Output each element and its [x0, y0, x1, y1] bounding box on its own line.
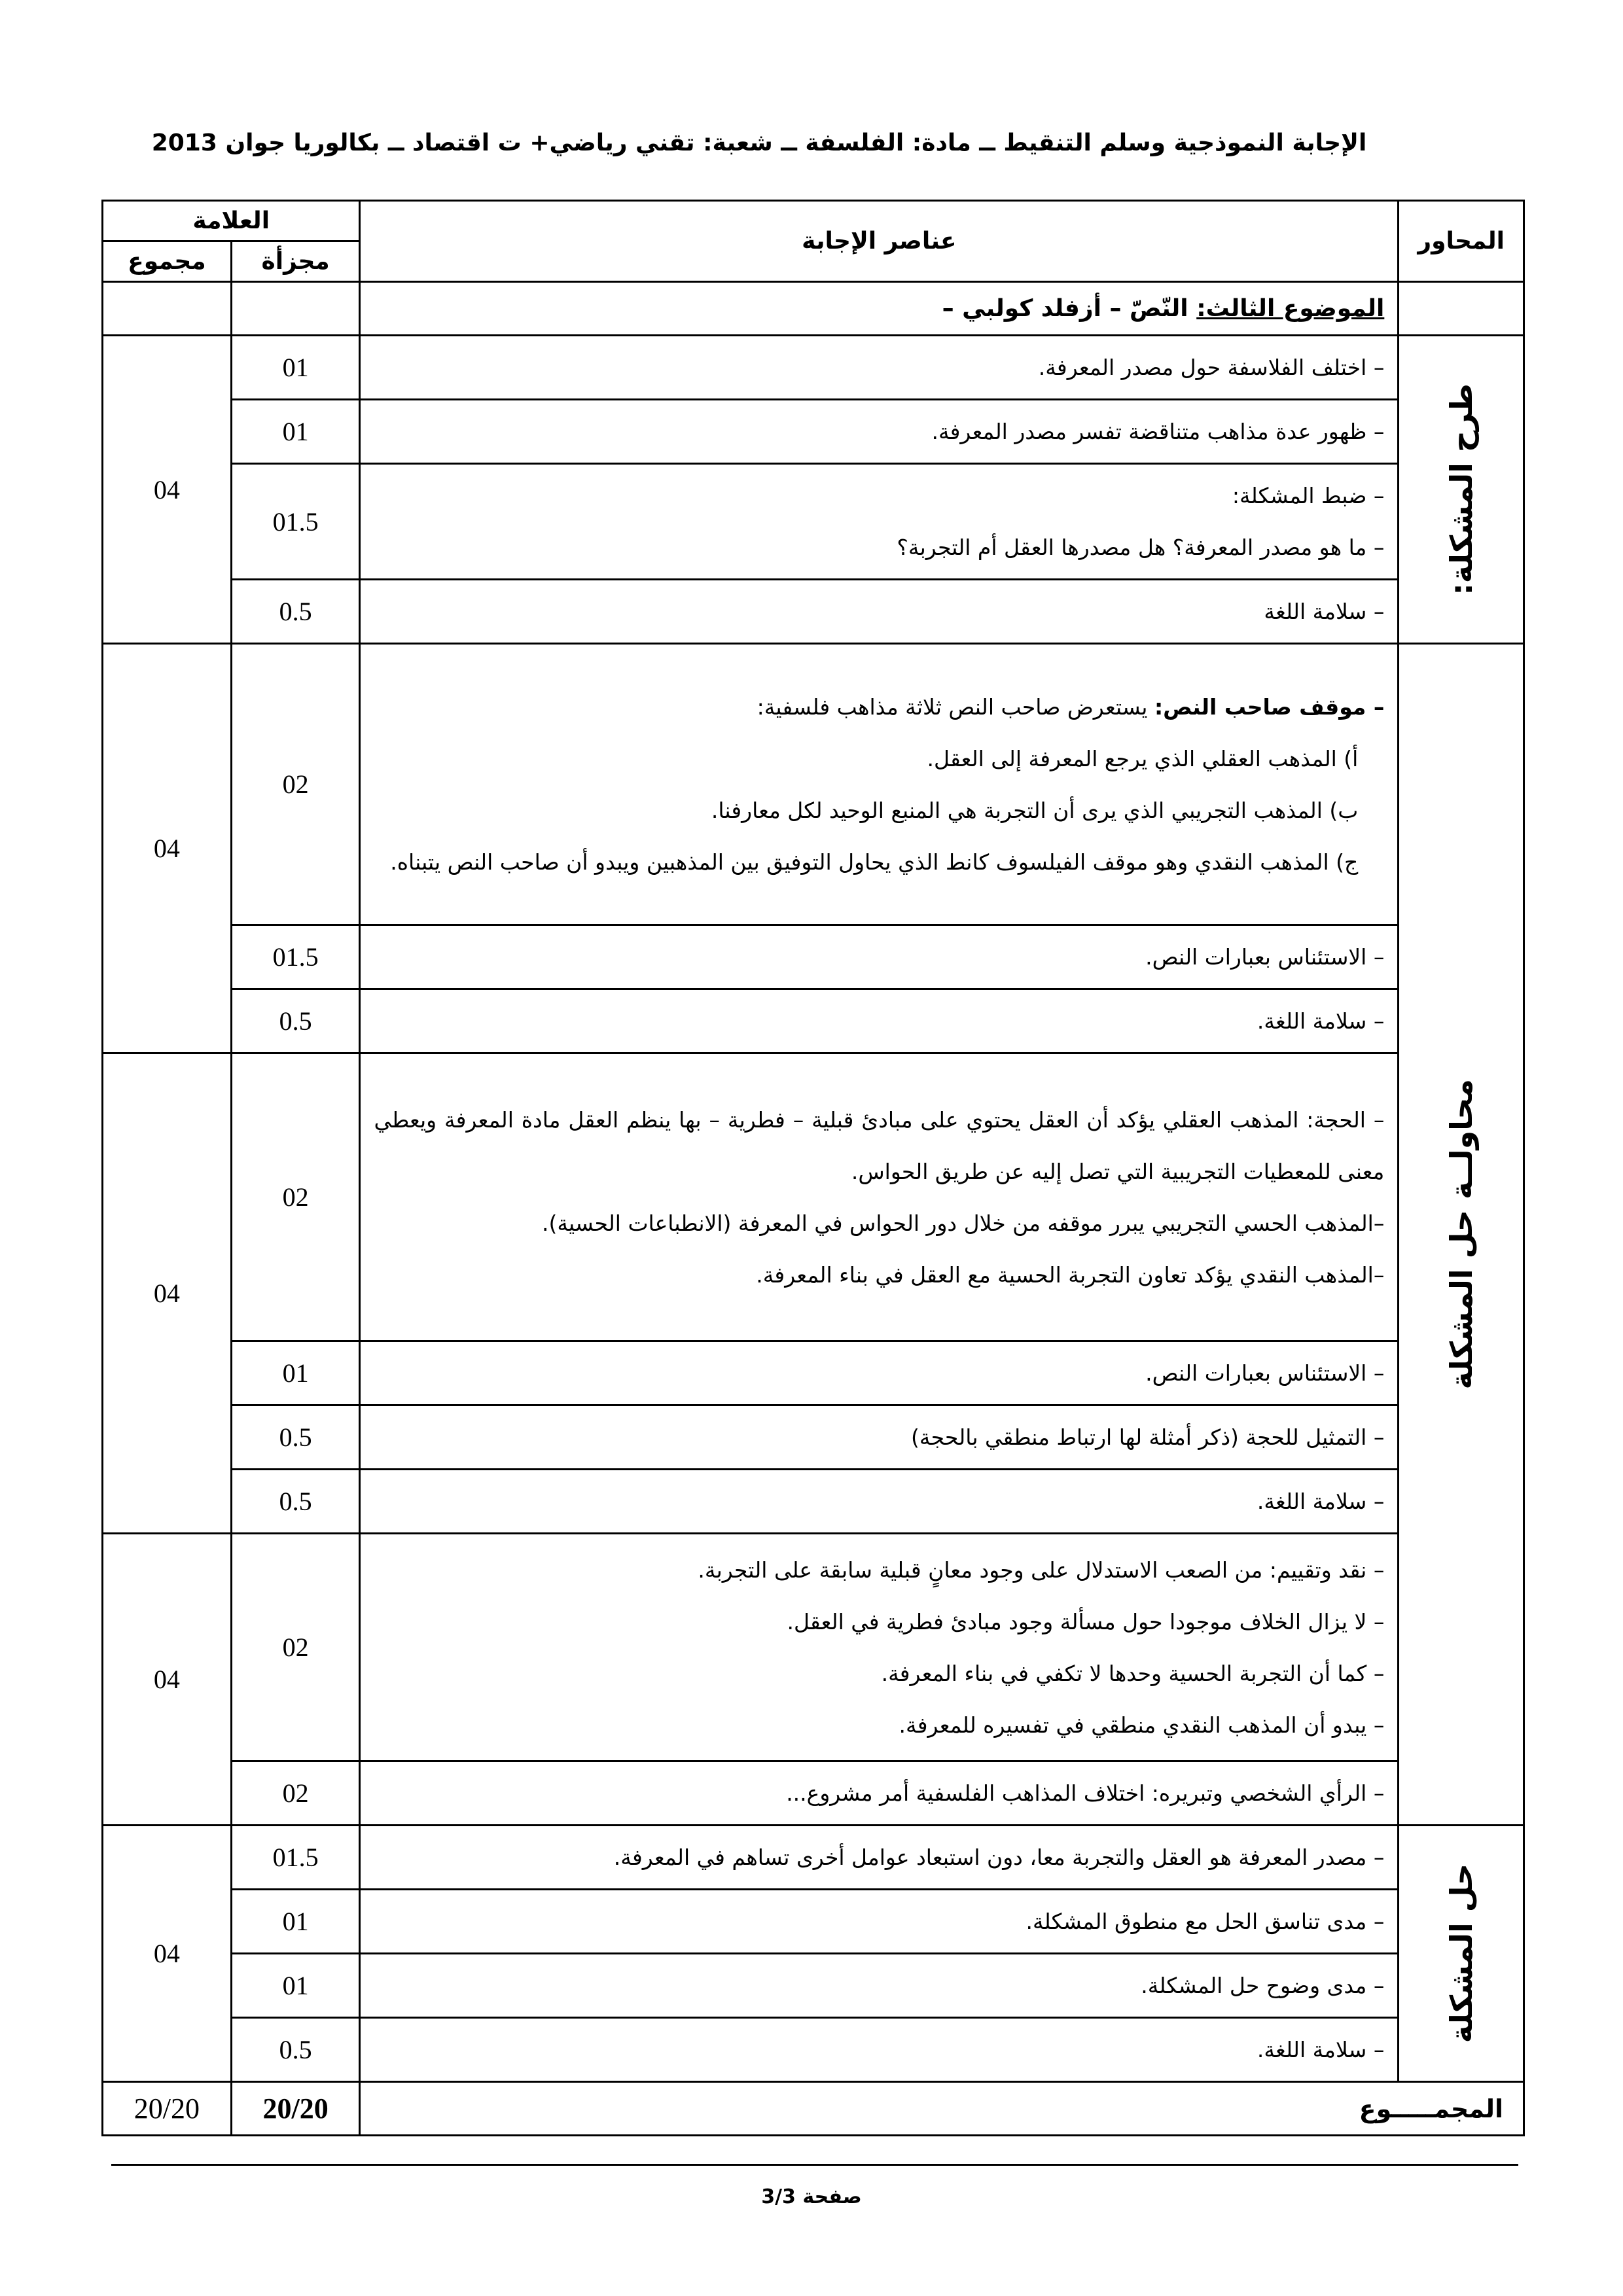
answer-line: – الرأي الشخصي وتبريره: اختلاف المذاهب الفلسفية أمر مشروع...	[786, 1780, 1385, 1806]
answer-cell	[360, 1053, 1399, 1341]
table-row	[103, 1826, 1524, 1890]
header-row-1	[103, 201, 1524, 241]
part-mark: 0.5	[231, 580, 360, 644]
col-header-axes: المحاور	[1399, 201, 1524, 282]
answer-line: – مدى تناسق الحل مع منطوق المشكلة.	[1026, 1909, 1385, 1934]
table-row	[103, 2018, 1524, 2082]
answer-line: – يبدو أن المذهب النقدي منطقي في تفسيره للمعرفة.	[899, 1712, 1385, 1738]
answer-cell	[360, 1405, 1399, 1470]
axis-label: حل المشكلة	[1443, 1863, 1479, 2043]
part-mark: 01	[231, 400, 360, 464]
total-part: 20/20	[231, 2082, 360, 2136]
answer-cell	[360, 644, 1399, 925]
answer-cell	[360, 2018, 1399, 2082]
part-mark: 02	[231, 644, 360, 925]
answer-line: – الاستئناس بعبارات النص.	[1145, 944, 1385, 970]
axis-label: محاولــة حل المشكلة	[1443, 1079, 1479, 1390]
part-mark: 01	[231, 1954, 360, 2018]
table-row	[103, 336, 1524, 400]
answer-line: – مدى وضوح حل المشكلة.	[1141, 1973, 1385, 1998]
grading-table	[101, 200, 1525, 2136]
part-mark: 0.5	[231, 989, 360, 1053]
total-sum: 20/20	[103, 2082, 232, 2136]
part-mark: 0.5	[231, 1405, 360, 1470]
topic-title	[360, 282, 1399, 336]
answer-cell	[360, 1761, 1399, 1826]
answer-cell	[360, 1470, 1399, 1534]
answer-cell	[360, 925, 1399, 989]
table-row	[103, 644, 1524, 925]
answer-line: – سلامة اللغة.	[1257, 2037, 1385, 2062]
col-header-total: مجموع	[103, 241, 232, 282]
answer-line: –المذهب النقدي يؤكد تعاون التجربة الحسية مع العقل في بناء المعرفة.	[756, 1262, 1385, 1288]
total-row	[103, 2082, 1524, 2136]
answer-line: – كما أن التجربة الحسية وحدها لا تكفي في بناء المعرفة.	[881, 1660, 1385, 1686]
part-mark: 01	[231, 1890, 360, 1954]
table-row	[103, 580, 1524, 644]
answer-cell	[360, 989, 1399, 1053]
table-row	[103, 1341, 1524, 1405]
answer-line: – التمثيل للحجة (ذكر أمثلة لها ارتباط منطقي بالحجة)	[911, 1424, 1385, 1450]
answer-line: – سلامة اللغة.	[1257, 1008, 1385, 1034]
part-mark: 01.5	[231, 464, 360, 580]
table-row	[103, 1761, 1524, 1826]
answer-line: –المذهب الحسي التجريبي يبرر موقفه من خلال دور الحواس في المعرفة (الانطباعات الحسية).	[541, 1210, 1385, 1236]
answer-line: أ) المذهب العقلي الذي يرجع المعرفة إلى العقل.	[927, 745, 1359, 771]
topic-part-empty	[231, 282, 360, 336]
table-row	[103, 1470, 1524, 1534]
axis-label: طرح المشكلة:	[1443, 383, 1479, 595]
answer-line: – اختلف الفلاسفة حول مصدر المعرفة.	[1038, 355, 1385, 380]
answer-text: يستعرض صاحب النص ثلاثة مذاهب فلسفية:	[757, 694, 1154, 720]
table-row	[103, 1954, 1524, 2018]
answer-cell	[360, 580, 1399, 644]
table-row	[103, 989, 1524, 1053]
answer-line: – سلامة اللغة	[1264, 599, 1385, 624]
table-row	[103, 925, 1524, 989]
col-header-answer: عناصر الإجابة	[360, 201, 1399, 282]
answer-cell	[360, 1954, 1399, 2018]
part-mark: 0.5	[231, 1470, 360, 1534]
topic-axis-empty	[1399, 282, 1524, 336]
group-total: 04	[103, 644, 232, 1053]
part-mark: 01	[231, 1341, 360, 1405]
answer-cell	[360, 400, 1399, 464]
col-header-marks: العلامة	[103, 201, 360, 241]
part-mark: 0.5	[231, 2018, 360, 2082]
answer-cell	[360, 1890, 1399, 1954]
topic-label: الموضوع الثالث:	[1196, 295, 1385, 322]
answer-line: – مصدر المعرفة هو العقل والتجربة معا، دون استبعاد عوامل أخرى تساهم في المعرفة.	[613, 1845, 1385, 1870]
page-title: الإجابة النموذجية وسلم التنقيط ــ مادة: الفلسفة ــ شعبة: تقني رياضي+ ت اقتصاد ــ بكالوريا جوان 2013	[151, 130, 1367, 156]
answer-cell	[360, 1534, 1399, 1761]
part-mark: 01.5	[231, 925, 360, 989]
answer-line	[374, 681, 1384, 733]
table-row	[103, 1890, 1524, 1954]
group-total: 04	[103, 336, 232, 644]
axis-problem-statement	[1399, 336, 1524, 644]
axis-problem-attempt	[1399, 644, 1524, 1826]
part-mark: 02	[231, 1053, 360, 1341]
footer-divider	[111, 2164, 1518, 2166]
topic-total-empty	[103, 282, 232, 336]
topic-row	[103, 282, 1524, 336]
axis-problem-solution	[1399, 1826, 1524, 2082]
group-total: 04	[103, 1534, 232, 1826]
answer-line: – الاستئناس بعبارات النص.	[1145, 1360, 1385, 1386]
answer-line: ج) المذهب النقدي وهو موقف الفيلسوف كانط الذي يحاول التوفيق بين المذهبين ويبدو أن صاحب النص يتبناه.	[390, 849, 1359, 875]
answer-cell	[360, 336, 1399, 400]
part-mark: 01.5	[231, 1826, 360, 1890]
answer-line: ب) المذهب التجريبي الذي يرى أن التجربة هي المنبع الوحيد لكل معارفنا.	[711, 797, 1359, 823]
answer-line: – ضبط المشكلة:	[1232, 483, 1385, 508]
answer-line: – سلامة اللغة.	[1257, 1489, 1385, 1514]
col-header-part: مجزأة	[231, 241, 360, 282]
answer-line: – نقد وتقييم: من الصعب الاستدلال على وجود معانٍ قبلية سابقة على التجربة.	[698, 1557, 1385, 1583]
table-row	[103, 1534, 1524, 1761]
answer-line: – الحجة: المذهب العقلي يؤكد أن العقل يحتوي على مبادئ قبلية – فطرية – بها ينظم العقل مادة المعرفة ويعطي معنى للمعطيات التجريبية التي تصل إليه عن طريق الحواس.	[374, 1106, 1385, 1184]
answer-line: – ما هو مصدر المعرفة؟ هل مصدرها العقل أم التجربة؟	[897, 535, 1385, 560]
table-row	[103, 464, 1524, 580]
answer-cell	[360, 1341, 1399, 1405]
answer-line: – لا يزال الخلاف موجودا حول مسألة وجود مبادئ فطرية في العقل.	[787, 1608, 1385, 1634]
table-row	[103, 400, 1524, 464]
page-number: صفحة 3/3	[761, 2185, 862, 2208]
table-row	[103, 1053, 1524, 1341]
total-label: المجمـــــوع	[360, 2082, 1524, 2136]
part-mark: 02	[231, 1761, 360, 1826]
answer-cell	[360, 1826, 1399, 1890]
answer-line: – ظهور عدة مذاهب متناقضة تفسر مصدر المعرفة.	[931, 419, 1385, 444]
group-total: 04	[103, 1826, 232, 2082]
topic-rest: النّصّ – أزفلد كولبي –	[942, 295, 1197, 322]
answer-bold: – موقف صاحب النص:	[1154, 694, 1385, 720]
group-total: 04	[103, 1053, 232, 1534]
answer-cell	[360, 464, 1399, 580]
part-mark: 02	[231, 1534, 360, 1761]
part-mark: 01	[231, 336, 360, 400]
table-row	[103, 1405, 1524, 1470]
